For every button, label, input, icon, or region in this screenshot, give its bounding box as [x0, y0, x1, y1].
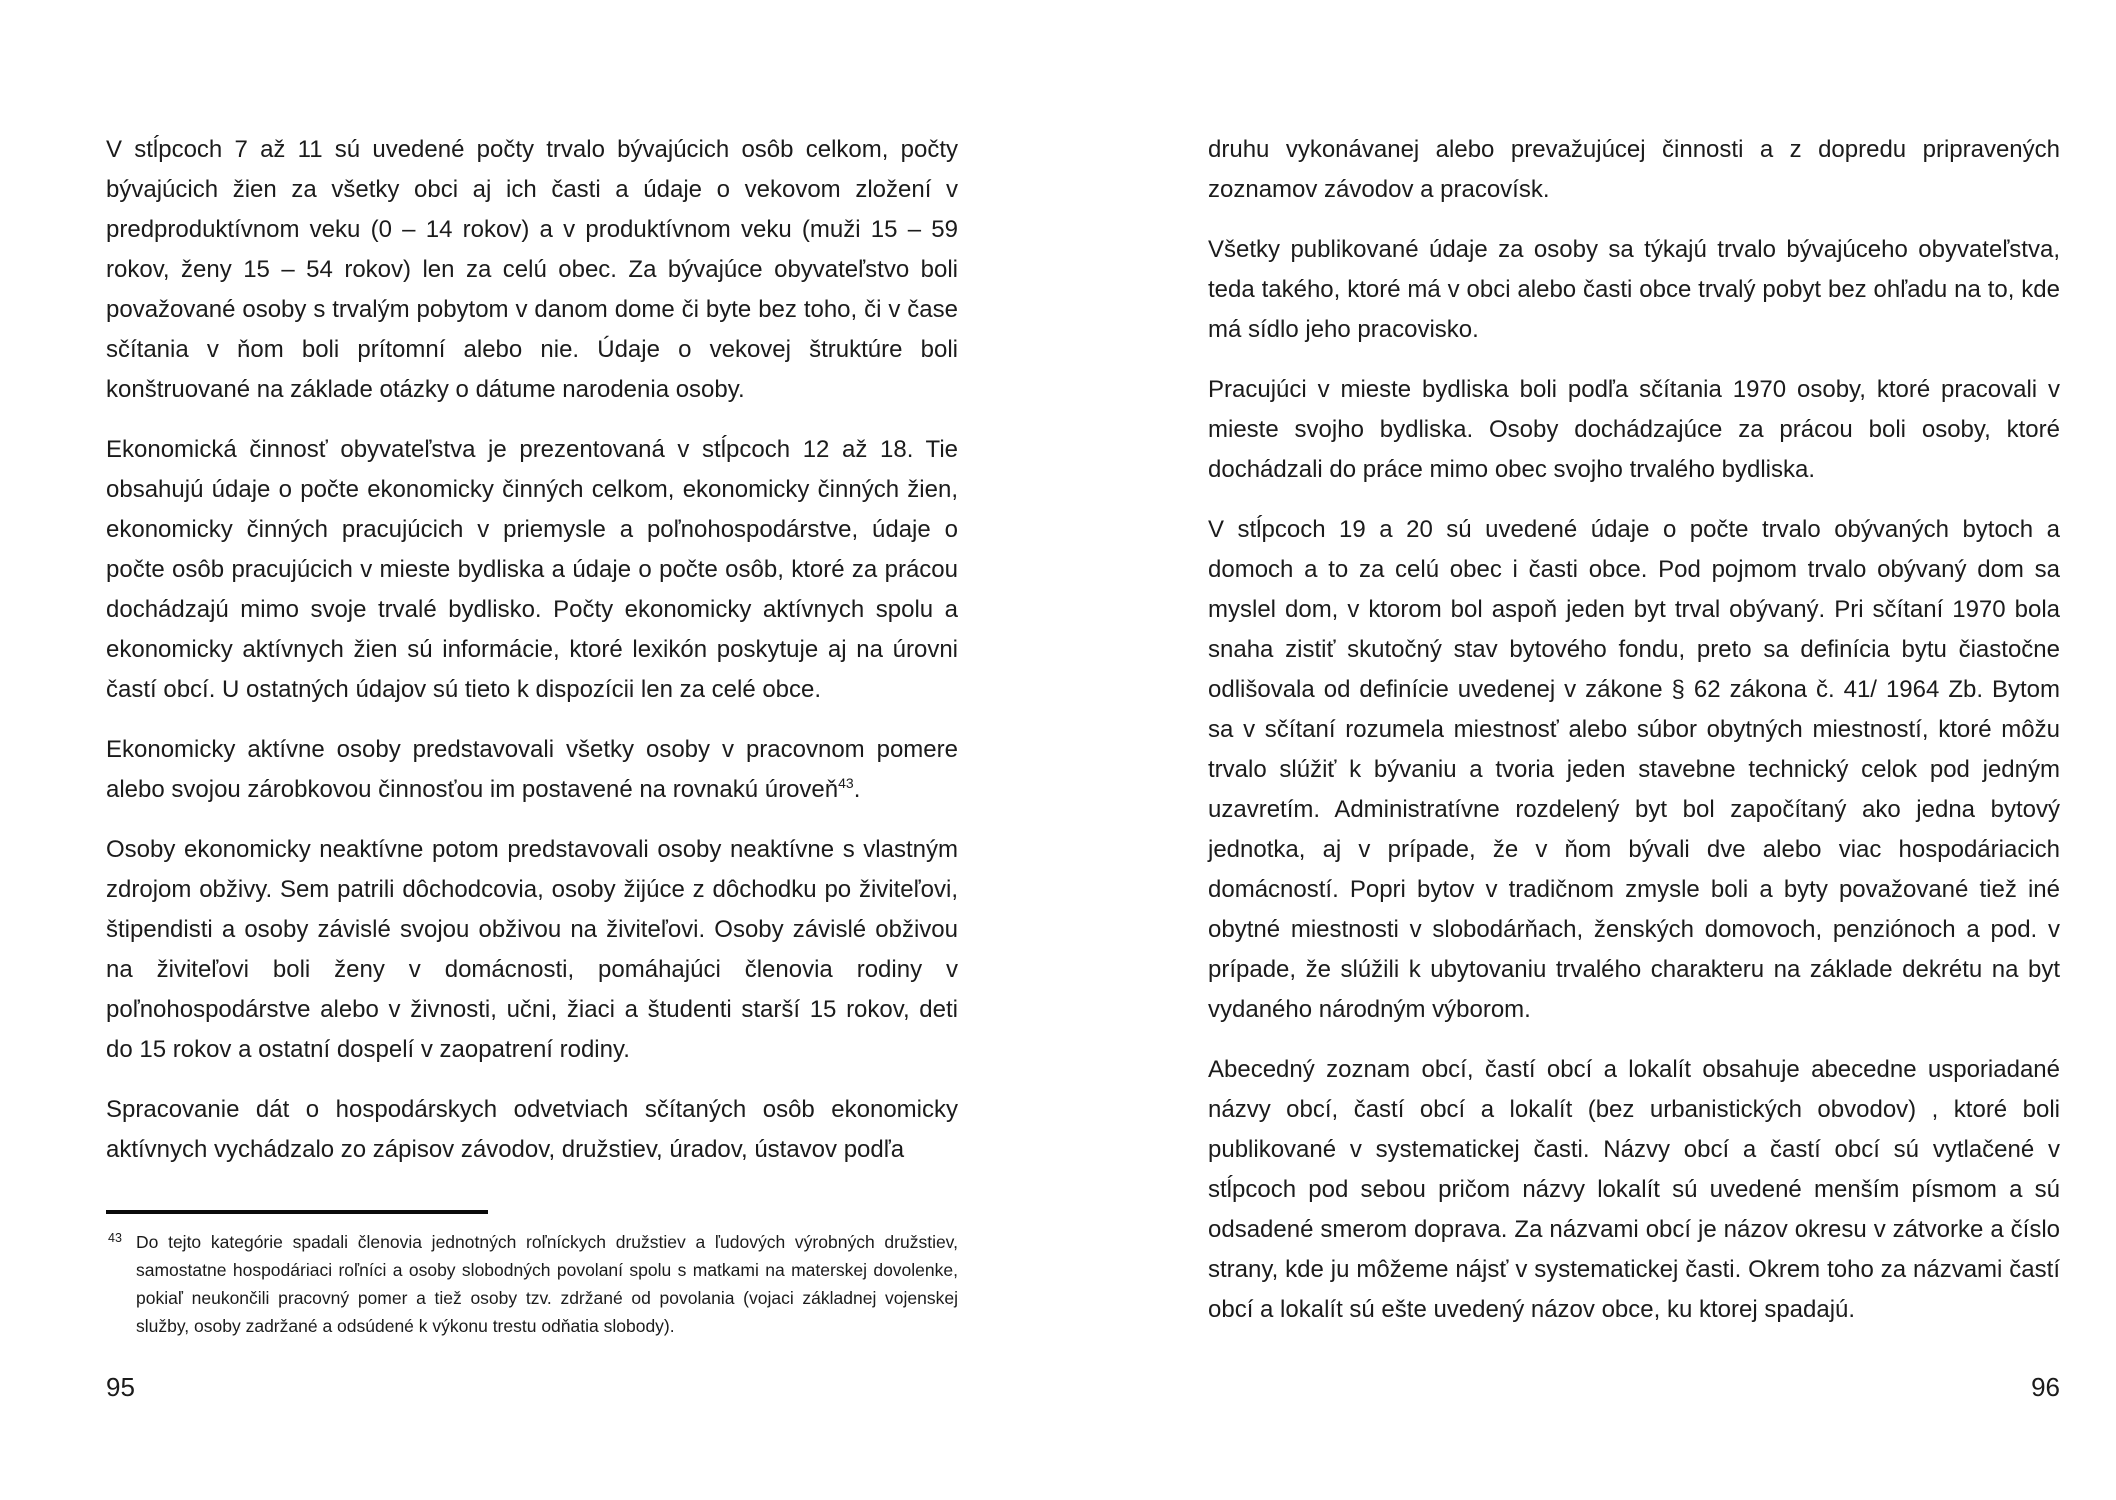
- footnote-text: Do tejto kategórie spadali členovia jednotných roľníckych družstiev a ľudových výrobných družstiev, samostatne hospodáriaci roľníci a osoby slobodných povolaní spolu s matkami na materskej dovolenke, pokiaľ neukončili pracovný pomer a tiež osoby tzv. zdržané od povolania (vojaci základnej vojenskej služby, osoby zadržané a odsúdené k výkonu trestu odňatia slobody).: [136, 1232, 958, 1336]
- paragraph-economically-active: [106, 730, 958, 810]
- paragraph-working-in-residence: Pracujúci v mieste bydliska boli podľa sčítania 1970 osoby, ktoré pracovali v mieste svojho bydliska. Osoby dochádzajúce za prácou boli osoby, ktoré dochádzali do práce mimo obec svojho trvalého bydliska.: [1208, 376, 2060, 483]
- paragraph-economically-active-text: Ekonomicky aktívne osoby predstavovali všetky osoby v pracovnom pomere alebo svojou zárobkovou činnosťou im postavené na rovnakú úroveň: [106, 736, 958, 803]
- footnote-separator-rule: [106, 1210, 488, 1214]
- paragraph-columns-7-11: V stĺpcoch 7 až 11 sú uvedené počty trvalo bývajúcich osôb celkom, počty bývajúcich žien za všetky obci aj ich časti a údaje o vekovom zložení v predproduktívnom veku (0 – 14 rokov) a v produktívnom veku (muži 15 – 59 rokov, ženy 15 – 54 rokov) len za celú obec. Za bývajúce obyvateľstvo boli považované osoby s trvalým pobytom v danom dome či byte bez toho, či v čase sčítania v ňom boli prítomní alebo nie. Údaje o vekovej štruktúre boli konštruované na základe otázky o dátume narodenia osoby.: [106, 136, 958, 403]
- page-number-left: 95: [106, 1372, 135, 1402]
- footnote-reference-43: 43: [838, 775, 854, 791]
- paragraph-columns-19-20-dwellings: V stĺpcoch 19 a 20 sú uvedené údaje o počte trvalo obývaných bytoch a domoch a to za celú obec i časti obce. Pod pojmom trvalo obývaný dom sa myslel dom, v ktorom bol aspoň jeden byt trval obývaný. Pri sčítaní 1970 bola snaha zistiť skutočný stav bytového fondu, preto sa definícia bytu čiastočne odlišovala od definície uvedenej v zákone § 62 zákona č. 41/ 1964 Zb. Bytom sa v sčítaní rozumela miestnosť alebo súbor obytných miestností, ktoré môžu trvalo slúžiť k bývaniu a tvoria jeden stavebne technický celok pod jedným uzavretím. Administratívne rozdelený byt bol započítaný ako jedna bytový jednotka, aj v prípade, že v ňom bývali dve alebo viac hospodáriacich domácností. Popri bytov v tradičnom zmysle boli a byty považované tiež iné obytné miestnosti v slobodárňach, ženských domovoch, penziónoch a pod. v prípade, že slúžili k ubytovaniu trvalého charakteru na základe dekrétu na byt vydaného národným výborom.: [1208, 516, 2060, 1023]
- paragraph-activity-lists: druhu vykonávanej alebo prevažujúcej činnosti a z dopredu pripravených zoznamov závodov a pracovísk.: [1208, 136, 2060, 203]
- paragraph-economically-inactive: Osoby ekonomicky neaktívne potom predstavovali osoby neaktívne s vlastným zdrojom obživy. Sem patrili dôchodcovia, osoby žijúce z dôchodku po živiteľovi, štipendisti a osoby závislé svojou obživou na živiteľovi. Osoby závislé obživou na živiteľovi boli ženy v domácnosti, pomáhajúci členovia rodiny v poľnohospodárstve alebo v živnosti, učni, žiaci a študenti starší 15 rokov, deti do 15 rokov a ostatní dospelí v zaopatrení rodiny.: [106, 836, 958, 1063]
- paragraph-alphabetical-list: Abecedný zoznam obcí, častí obcí a lokalít obsahuje abecedne usporiadané názvy obcí, častí obcí a lokalít (bez urbanistických obvodov) , ktoré boli publikované v systematickej časti. Názvy obcí a častí obcí sú vytlačené v stĺpcoch pod sebou pričom názvy lokalít sú uvedené menším písmom a sú odsadené smerom doprava. Za názvami obcí je názov okresu v zátvorke a číslo strany, kde ju môžeme nájsť v systematickej časti. Okrem toho za názvami častí obcí a lokalít sú ešte uvedený názov obce, ku ktorej spadajú.: [1208, 1056, 2060, 1323]
- paragraph-published-data: Všetky publikované údaje za osoby sa týkajú trvalo bývajúceho obyvateľstva, teda takého, ktoré má v obci alebo časti obce trvalý pobyt bez ohľadu na to, kde má sídlo jeho pracovisko.: [1208, 236, 2060, 343]
- paragraph-data-processing: Spracovanie dát o hospodárskych odvetviach sčítaných osôb ekonomicky aktívnych vychádzalo zo zápisov závodov, družstiev, úradov, ústavov podľa: [106, 1096, 958, 1163]
- footnote-block: [106, 1210, 958, 1340]
- footnote-body: [106, 1228, 958, 1340]
- paragraph-economic-activity: Ekonomická činnosť obyvateľstva je prezentovaná v stĺpcoch 12 až 18. Tie obsahujú údaje o počte ekonomicky činných celkom, ekonomicky činných žien, ekonomicky činných pracujúcich v priemysle a poľnohospodárstve, údaje o počte osôb pracujúcich v mieste bydliska a údaje o počte osôb, ktoré za prácou dochádzajú mimo svoje trvalé bydlisko. Počty ekonomicky aktívnych spolu a ekonomicky aktívnych žien sú informácie, ktoré lexikón poskytuje aj na úrovni častí obcí. U ostatných údajov sú tieto k dispozícii len za celé obce.: [106, 436, 958, 703]
- paragraph-economically-active-period: .: [853, 776, 861, 803]
- page-number-right: 96: [2031, 1372, 2060, 1402]
- left-page-text-column: [106, 130, 958, 1190]
- footnote-marker: 43: [108, 1231, 122, 1245]
- right-page-text-column: [1208, 130, 2060, 1350]
